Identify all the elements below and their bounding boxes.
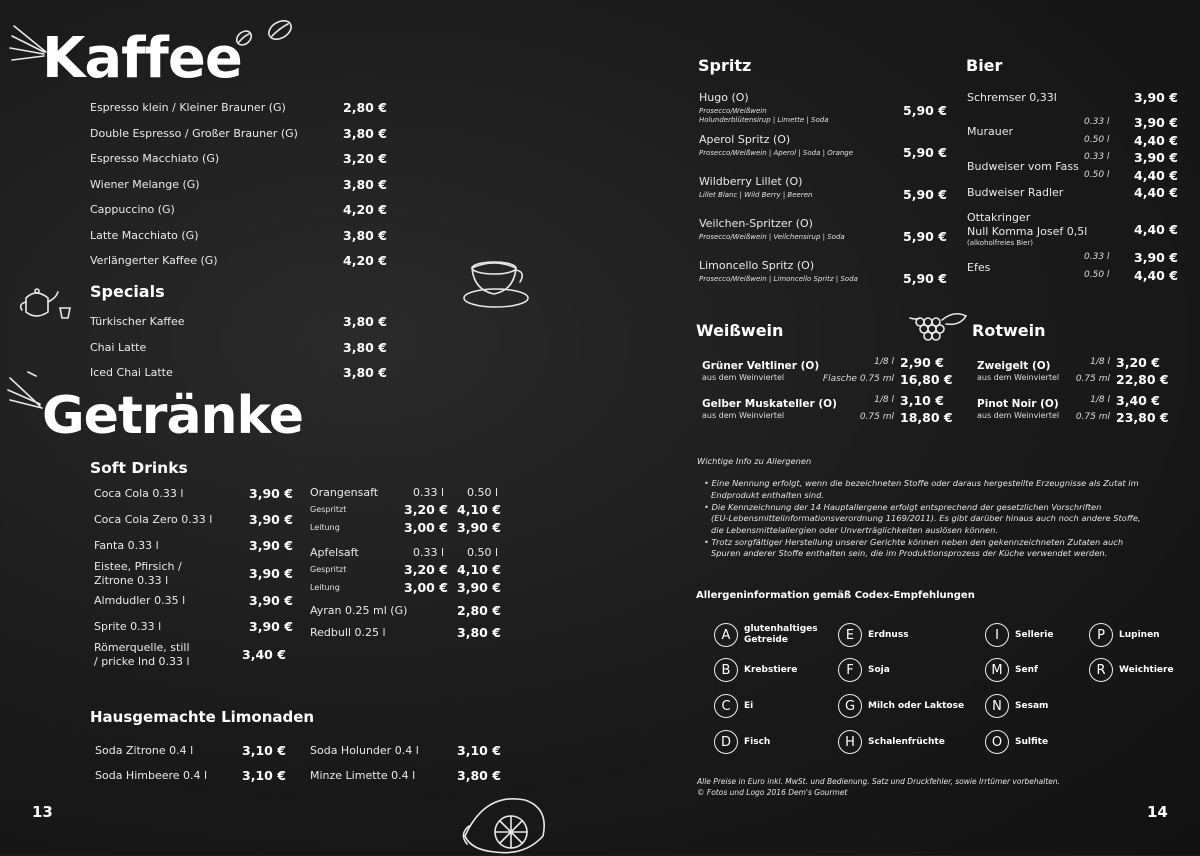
kaffee-item-name: Cappuccino (G) [90,203,175,216]
soft-drink-name-2: / pricke lnd 0.33 l [94,655,190,668]
allergen-label [1015,665,1038,676]
allergen-label-line: Krebstiere [744,664,798,675]
kaffee-item-price: 3,80 € [343,125,387,141]
redbull-price: 3,80 € [457,625,501,640]
apfelsaft-size-1: 0.33 l [413,546,445,559]
allergen-info-line: Endprodukt enthalten sind. [711,489,825,500]
allergen-label [1015,701,1048,712]
bier-murauer-name: Murauer [967,125,1013,138]
orangensaft-row2-label: Leitung [310,523,340,532]
spritz-name: Hugo (O) [699,91,749,104]
allergen-label-line: Milch oder Laktose [868,700,965,711]
apfelsaft-row1-label: Gespritzt [310,565,347,574]
ayran-price: 2,80 € [457,603,501,618]
spritz-price: 5,90 € [903,271,947,286]
spritz-name: Limoncello Spritz (O) [699,259,815,272]
sun-rays-icon-2 [6,370,46,410]
orangensaft-size-2: 0.50 l [467,486,499,499]
wine-origin: aus dem Weinviertel [977,373,1060,382]
wine-price-bottle: 16,80 € [900,372,953,387]
soft-drinks-title: Soft Drinks [90,459,188,477]
allergen-item [838,730,945,754]
apfelsaft-name: Apfelsaft [310,546,359,559]
spritz-sub: Lillet Blanc | Wild Berry | Beeren [699,191,813,199]
wine-size-bottle: 0.75 ml [1075,374,1110,384]
allergen-label-line: Weichtiere [1119,664,1174,675]
redbull-name: Redbull 0.25 l [310,626,386,639]
allergen-letter-badge: N [985,694,1009,718]
allergen-item [985,623,1054,647]
lemon-icon [455,786,555,856]
footer-prices-note: Alle Preise in Euro inkl. MwSt. und Bedienung. Satz und Druckfehler, sowie Irrtümer vorbehalten. [697,777,1061,786]
orangensaft-size-1: 0.33 l [413,486,445,499]
allergen-label-line: Schalenfrüchte [868,736,945,747]
apfelsaft-row2-label: Leitung [310,583,340,592]
allergen-item [985,694,1048,718]
kaffee-item-price: 4,20 € [343,253,387,268]
bier-efes-size-2: 0.50 l [1084,270,1110,280]
spritz-sub: Prosecco/Weißwein [699,107,767,115]
bier-schremser-name: Schremser 0,33l [967,91,1057,104]
allergen-label-line-2: Getreide [744,635,788,645]
teapot-icon [16,278,76,324]
limonaden-title: Hausgemachte Limonaden [90,708,315,726]
soft-drink-name: Coca Cola 0.33 l [94,487,184,500]
apfelsaft-row1-price1: 3,20 € [404,562,448,577]
soft-drink-name-2: Zitrone 0.33 l [94,574,169,587]
allergen-label [744,701,753,712]
allergen-info-line: • Eine Nennung erfolgt, wenn die bezeichneten Stoffe oder daraus hergestellte Erzeugnisse als Zutat im [704,478,1139,488]
soft-drink-name: Fanta 0.33 l [94,539,159,552]
wine-price-glass: 3,40 € [1116,393,1160,408]
allergen-label [744,624,818,646]
allergen-item [985,658,1038,682]
allergen-item [714,623,818,647]
specials-item-name: Iced Chai Latte [90,366,173,379]
wine-price-bottle: 22,80 € [1116,372,1169,387]
coffee-cup-icon [458,254,538,314]
kaffee-item-name: Wiener Melange (G) [90,177,200,191]
kaffee-item-price: 3,80 € [343,176,387,192]
allergen-label-line: Lupinen [1119,629,1160,640]
soft-drink-name: Eistee, Pfirsich / [94,560,182,573]
allergen-label [868,665,890,676]
allergen-info-title: Wichtige Info zu Allergenen [697,456,812,466]
allergen-label [868,701,964,712]
bier-budweiser-fass-price-2: 4,40 € [1134,168,1178,183]
orangensaft-row1-price2: 4,10 € [457,502,501,517]
kaffee-item-name: Espresso klein / Kleiner Brauner (G) [90,101,286,114]
rotwein-title: Rotwein [972,321,1046,340]
allergen-item [714,730,770,754]
soft-drink-price: 3,90 € [249,486,293,501]
specials-item-price: 3,80 € [343,314,387,329]
specials-item-name: Türkischer Kaffee [90,315,185,328]
wine-size-bottle: 0.75 ml [859,412,894,422]
kaffee-title: Kaffee [42,26,242,91]
bier-murauer-price-1: 3,90 € [1134,115,1178,130]
allergen-label [1119,665,1174,676]
allergen-letter-badge: A [714,623,738,647]
allergen-label [744,737,770,748]
orangensaft-row1-price1: 3,20 € [404,502,448,517]
allergen-item [838,658,890,682]
bier-ottakringer-name-2: Null Komma Josef 0,5l [967,225,1088,238]
wine-size-glass: 1/8 l [874,395,894,405]
allergen-codex-title: Allergeninformation gemäß Codex-Empfehlungen [696,590,975,601]
limonade-name: Soda Holunder 0.4 l [310,744,419,757]
allergen-label-line: Senf [1015,664,1038,675]
spritz-sub: Prosecco/Weißwein | Veilchensirup | Soda [699,233,845,241]
limonade-name: Soda Zitrone 0.4 l [95,744,194,757]
page-number-right: 14 [1147,803,1168,821]
bier-budweiser-fass-size-2: 0.50 l [1084,170,1110,180]
orangensaft-row1-label: Gespritzt [310,505,347,514]
soft-drink-name: Römerquelle, still [94,641,190,654]
footer-copyright: © Fotos und Logo 2016 Dem's Gourmet [697,788,848,797]
specials-title: Specials [90,282,165,301]
bier-budweiser-radler-name: Budweiser Radler [967,186,1064,199]
limonade-price: 3,10 € [242,743,286,758]
wine-size-bottle: Flasche 0.75 ml [822,374,894,384]
allergen-letter-badge: G [838,694,862,718]
allergen-label-line: Sellerie [1015,629,1054,640]
allergen-letter-badge: H [838,730,862,754]
allergen-letter-badge: I [985,623,1009,647]
wine-name: Gelber Muskateller (O) [702,398,837,410]
soft-drink-name: Coca Cola Zero 0.33 l [94,513,213,526]
soft-drink-price: 3,40 € [242,647,286,662]
orangensaft-name: Orangensaft [310,486,379,499]
allergen-item [714,658,797,682]
allergen-label-line: Sulfite [1015,736,1049,747]
kaffee-item-name: Double Espresso / Großer Brauner (G) [90,126,298,140]
soft-drink-price: 3,90 € [249,512,293,527]
bier-efes-price-2: 4,40 € [1134,268,1178,283]
allergen-item [838,694,964,718]
apfelsaft-row2-price2: 3,90 € [457,580,501,595]
spritz-name: Veilchen-Spritzer (O) [699,217,813,230]
soft-drink-price: 3,90 € [249,538,293,553]
spritz-sub-2: Holunderblütensirup | Limette | Soda [699,116,829,124]
wine-origin: aus dem Weinviertel [702,411,785,420]
allergen-label [868,737,945,748]
allergen-label-line: Erdnuss [868,629,909,640]
allergen-letter-badge: M [985,658,1009,682]
allergen-info-line: • Trotz sorgfältiger Herstellung unserer Gerichte können neben den gekennzeichneten Zutaten auch [704,536,1124,547]
wine-origin: aus dem Weinviertel [702,373,785,382]
allergen-label [1119,630,1160,641]
allergen-label-line: Sesam [1015,700,1049,711]
wine-price-glass: 2,90 € [900,355,944,370]
wine-price-bottle: 18,80 € [900,410,953,425]
getraenke-title: Getränke [42,386,304,446]
allergen-item [714,694,753,718]
bier-schremser-price: 3,90 € [1134,90,1178,105]
orangensaft-row2-price1: 3,00 € [404,520,448,535]
limonade-price: 3,80 € [457,768,501,783]
page-number-left: 13 [32,803,53,821]
allergen-label [744,665,797,676]
limonade-name: Soda Himbeere 0.4 l [95,769,208,782]
kaffee-item-name: Latte Macchiato (G) [90,228,199,242]
allergen-letter-badge: R [1089,658,1113,682]
bier-efes-name: Efes [967,261,991,274]
allergen-label [1015,630,1054,641]
wine-size-glass: 1/8 l [1090,357,1110,367]
allergen-info-line: (EU-Lebensmittelinformationsverordnung 1169/2011). Es gibt darüber hinaus auch noch andere Stoffe, [711,513,1141,523]
spritz-price: 5,90 € [903,229,947,244]
soft-drink-price: 3,90 € [249,619,293,634]
bier-efes-size-1: 0.33 l [1084,252,1110,262]
wine-size-glass: 1/8 l [1090,395,1110,405]
ayran-name: Ayran 0.25 ml (G) [310,604,408,617]
apfelsaft-row1-price2: 4,10 € [457,562,501,577]
allergen-item [1089,623,1160,647]
soft-drink-name: Sprite 0.33 l [94,620,162,633]
wine-price-bottle: 23,80 € [1116,410,1169,425]
kaffee-item-name: Verlängerter Kaffee (G) [90,254,218,267]
bier-murauer-size-1: 0.33 l [1084,117,1110,127]
limonade-price: 3,10 € [242,768,286,783]
allergen-letter-badge: D [714,730,738,754]
allergen-label [1015,737,1048,748]
bier-efes-price-1: 3,90 € [1134,250,1178,265]
apfelsaft-row2-price1: 3,00 € [404,580,448,595]
bier-murauer-size-2: 0.50 l [1084,135,1110,145]
kaffee-item-name: Espresso Macchiato (G) [90,152,220,165]
wine-origin: aus dem Weinviertel [977,411,1060,420]
allergen-label [868,630,909,641]
allergen-label-line: Soja [868,664,890,675]
bier-ottakringer-sub: (alkoholfreies Bier) [967,239,1033,247]
specials-item-price: 3,80 € [343,339,387,355]
bier-budweiser-radler-price: 4,40 € [1134,185,1178,200]
bier-title: Bier [966,56,1003,75]
allergen-letter-badge: P [1089,623,1113,647]
kaffee-item-price: 4,20 € [343,202,387,217]
wine-size-bottle: 0.75 ml [1075,412,1110,422]
weisswein-title: Weißwein [696,321,784,340]
spritz-price: 5,90 € [903,145,947,160]
allergen-label-line: Fisch [744,736,771,747]
allergen-item [1089,658,1174,682]
apfelsaft-size-2: 0.50 l [467,546,499,559]
allergen-letter-badge: O [985,730,1009,754]
wine-size-glass: 1/8 l [874,357,894,367]
allergen-letter-badge: B [714,658,738,682]
allergen-info-line: die Lebensmittelallergien oder Unverträglichkeiten auslösen können. [711,524,999,535]
limonade-price: 3,10 € [457,743,501,758]
allergen-info-line: • Die Kennzeichnung der 14 Hauptallergene erfolgt entsprechend der gesetzlichen Vorschriften [704,501,1102,512]
allergen-item [838,623,909,647]
bier-ottakringer-price: 4,40 € [1134,222,1178,237]
allergen-label-line: glutenhaltiges [744,624,818,634]
spritz-name: Wildberry Lillet (O) [699,175,803,188]
bier-budweiser-fass-name: Budweiser vom Fass [967,160,1079,173]
spritz-sub: Prosecco/Weißwein | Limoncello Spritz | Soda [699,275,858,283]
spritz-price: 5,90 € [903,187,947,202]
grapes-icon [906,306,972,352]
soft-drink-price: 3,90 € [249,566,293,581]
allergen-letter-badge: C [714,694,738,718]
soft-drink-name: Almdudler 0.35 l [94,594,186,607]
spritz-sub: Prosecco/Weißwein | Aperol | Soda | Orange [699,149,854,157]
specials-item-name: Chai Latte [90,340,147,354]
kaffee-item-price: 3,20 € [343,151,387,166]
allergen-label-line: Ei [744,700,754,711]
wine-name: Grüner Veltliner (O) [702,360,820,372]
bier-murauer-price-2: 4,40 € [1134,133,1178,148]
spritz-title: Spritz [698,56,752,75]
kaffee-item-price: 3,80 € [343,227,387,243]
limonade-name: Minze Limette 0.4 l [310,769,416,782]
bier-budweiser-fass-price-1: 3,90 € [1134,150,1178,165]
wine-price-glass: 3,10 € [900,393,944,408]
spritz-price: 5,90 € [903,103,947,118]
kaffee-item-price: 2,80 € [343,100,387,115]
bier-ottakringer-name: Ottakringer [967,211,1031,224]
allergen-letter-badge: F [838,658,862,682]
bier-budweiser-fass-size-1: 0.33 l [1084,152,1110,162]
allergen-letter-badge: E [838,623,862,647]
allergen-info-line: Spuren anderer Stoffe enthalten sein, die im Produktionsprozess der Küche verwendet werden. [711,548,1108,558]
soft-drink-price: 3,90 € [249,593,293,608]
wine-name: Zweigelt (O) [977,360,1051,372]
wine-name: Pinot Noir (O) [977,398,1059,410]
allergen-item [985,730,1048,754]
wine-price-glass: 3,20 € [1116,355,1160,370]
spritz-name: Aperol Spritz (O) [699,133,791,146]
specials-item-price: 3,80 € [343,365,387,380]
orangensaft-row2-price2: 3,90 € [457,520,501,535]
